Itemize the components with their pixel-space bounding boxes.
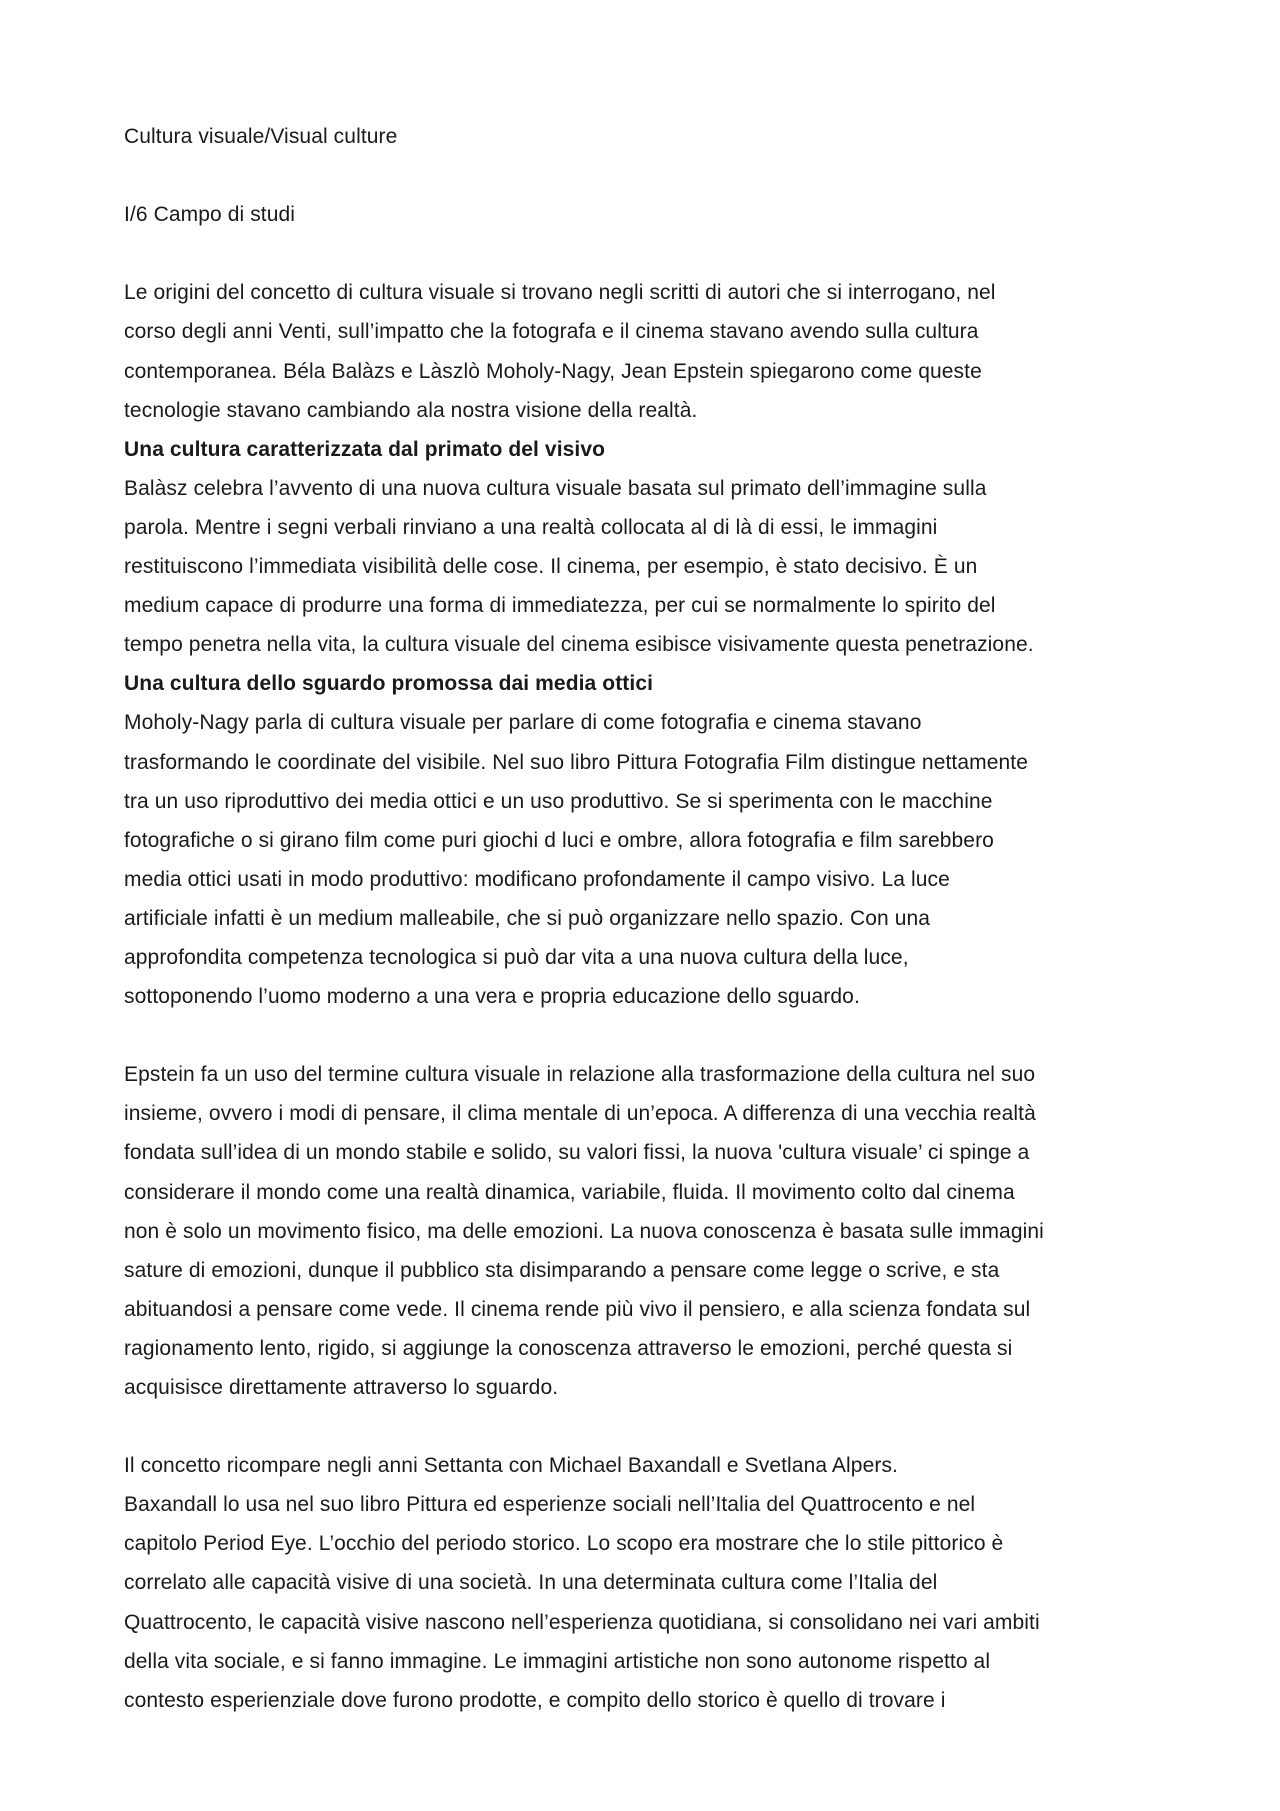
text-line: contemporanea. Béla Balàzs e Làszlò Moholy-Nagy, Jean Epstein spiegarono come queste (124, 359, 982, 383)
text-line: Il concetto ricompare negli anni Settanta con Michael Baxandall e Svetlana Alpers. (124, 1454, 898, 1478)
text-line: correlato alle capacità visive di una società. In una determinata cultura come l’Italia del (124, 1571, 938, 1595)
text-line: fotografiche o si girano film come puri giochi d luci e ombre, allora fotografia e film sarebbero (124, 828, 994, 852)
text-line: insieme, ovvero i modi di pensare, il clima mentale di un’epoca. A differenza di una vecchia realtà (124, 1102, 1036, 1126)
spacer (124, 234, 1164, 273)
document-title: Cultura visuale/Visual culture (124, 125, 398, 148)
text-line: della vita sociale, e si fanno immagine. Le immagini artistiche non sono autonome rispetto al (124, 1649, 991, 1673)
text-line: parola. Mentre i segni verbali rinviano a una realtà collocata al di là di essi, le immagini (124, 515, 938, 539)
subheading-media-ottici: Una cultura dello sguardo promossa dai media ottici (124, 672, 654, 696)
text-line: approfondita competenza tecnologica si può dar vita a una nuova cultura della luce, (124, 945, 909, 969)
text-line: Balàsz celebra l’avvento di una nuova cultura visuale basata sul primato dell’immagine sulla (124, 476, 987, 500)
paragraph-epstein (124, 1055, 1164, 1407)
spacer (124, 1016, 1164, 1055)
text-line: Moholy-Nagy parla di cultura visuale per parlare di come fotografia e cinema stavano (124, 711, 922, 735)
text-line: Le origini del concetto di cultura visuale si trovano negli scritti di autori che si interrogano, nel (124, 281, 996, 305)
paragraph-moholy-nagy (124, 703, 1164, 1016)
spacer (124, 156, 1164, 195)
text-line: contesto esperienziale dove furono prodotte, e compito dello storico è quello di trovare i (124, 1688, 946, 1712)
text-line: considerare il mondo come una realtà dinamica, variabile, fluida. Il movimento colto dal cinema (124, 1180, 1015, 1204)
text-line: abituandosi a pensare come vede. Il cinema rende più vivo il pensiero, e alla scienza fondata sul (124, 1297, 1031, 1321)
text-line: media ottici usati in modo produttivo: modificano profondamente il campo visivo. La luce (124, 867, 950, 891)
text-line: ragionamento lento, rigido, si aggiunge la conoscenza attraverso le emozioni, perché questa si (124, 1336, 1013, 1360)
text-line: tra un uso riproduttivo dei media ottici e un uso produttivo. Se si sperimenta con le macchine (124, 789, 993, 813)
text-line: artificiale infatti è un medium malleabile, che si può organizzare nello spazio. Con una (124, 906, 931, 930)
section-heading: I/6 Campo di studi (124, 203, 296, 227)
text-line: sature di emozioni, dunque il pubblico sta disimparando a pensare come legge o scrive, e sta (124, 1258, 1000, 1282)
text-line: tecnologie stavano cambiando ala nostra visione della realtà. (124, 398, 698, 422)
paragraph-origins (124, 273, 1164, 429)
text-line: restituiscono l’immediata visibilità delle cose. Il cinema, per esempio, è stato decisivo. È un (124, 555, 978, 579)
text-line: acquisisce direttamente attraverso lo sguardo. (124, 1376, 559, 1399)
text-line: Epstein fa un uso del termine cultura visuale in relazione alla trasformazione della cultura nel suo (124, 1063, 1036, 1087)
text-line: Baxandall lo usa nel suo libro Pittura ed esperienze sociali nell’Italia del Quattrocento e nel (124, 1493, 976, 1517)
text-line: fondata sull’idea di un mondo stabile e solido, su valori fissi, la nuova 'cultura visuale’ ci spinge a (124, 1141, 1030, 1165)
text-line: Quattrocento, le capacità visive nascono nell’esperienza quotidiana, si consolidano nei vari ambiti (124, 1610, 1040, 1634)
spacer (124, 1407, 1164, 1446)
text-line: capitolo Period Eye. L’occhio del periodo storico. Lo scopo era mostrare che lo stile pittorico è (124, 1532, 1004, 1556)
paragraph-baxandall (124, 1446, 1164, 1720)
paragraph-balazs (124, 469, 1164, 664)
text-line: sottoponendo l’uomo moderno a una vera e propria educazione dello sguardo. (124, 985, 860, 1009)
text-line: tempo penetra nella vita, la cultura visuale del cinema esibisce visivamente questa penetrazione. (124, 633, 1034, 657)
text-line: trasformando le coordinate del visibile. Nel suo libro Pittura Fotografia Film distingue nettamente (124, 750, 1029, 774)
text-line: non è solo un movimento fisico, ma delle emozioni. La nuova conoscenza è basata sulle immagini (124, 1219, 1044, 1243)
document-page (124, 117, 1164, 1720)
text-line: corso degli anni Venti, sull’impatto che la fotografa e il cinema stavano avendo sulla cultura (124, 320, 979, 344)
subheading-primato-visivo: Una cultura caratterizzata dal primato del visivo (124, 437, 606, 461)
text-line: medium capace di produrre una forma di immediatezza, per cui se normalmente lo spirito del (124, 594, 996, 618)
